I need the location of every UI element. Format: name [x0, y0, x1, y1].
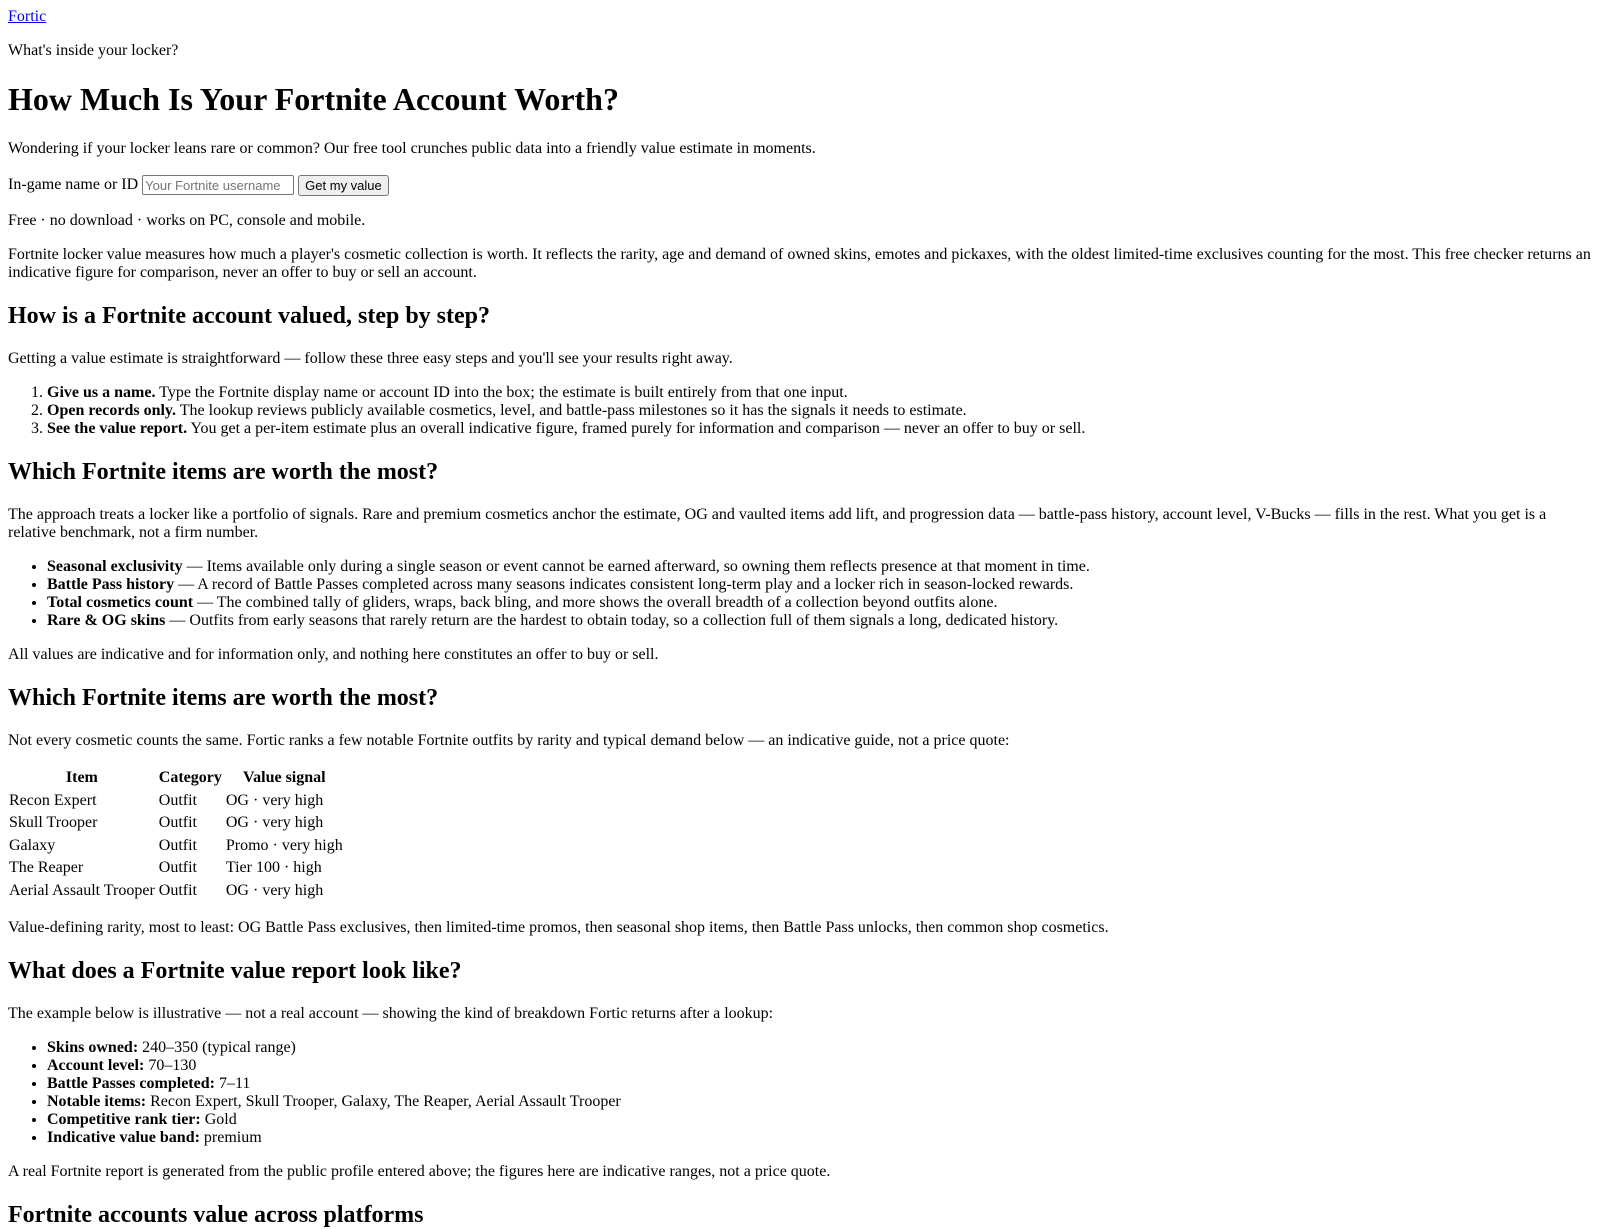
table-cell: Promo · very high [225, 836, 343, 854]
report-item [47, 1129, 1592, 1147]
report-list [8, 1039, 1592, 1147]
factor-item [47, 558, 1592, 576]
factors-heading: Which Fortnite items are worth the most? [8, 459, 439, 485]
table-cell: Outfit [158, 791, 197, 809]
factor-title: Seasonal exclusivity [47, 558, 183, 575]
table-row [8, 791, 344, 812]
factor-item [47, 576, 1592, 594]
step-item [47, 402, 1592, 420]
table-cell: OG · very high [225, 881, 324, 899]
items-table [6, 766, 346, 903]
items-intro: Not every cosmetic counts the same. Fortic ranks a few notable Fortnite outfits by rarity and typical demand below — an indicative guide, not a price quote: [8, 732, 1010, 749]
table-cell: Outfit [158, 836, 197, 854]
brand-line [8, 8, 1592, 26]
lookup-form [8, 174, 1592, 196]
report-item-title: Notable items: [47, 1093, 147, 1110]
items-heading: Which Fortnite items are worth the most? [8, 685, 439, 711]
table-header-row [8, 768, 344, 789]
factor-text: — The combined tally of gliders, wraps, back bling, and more shows the overall breadth of a collection beyond outfits alone. [193, 594, 998, 611]
table-cell: Aerial Assault Trooper [9, 881, 155, 899]
report-item [47, 1075, 1592, 1093]
table-row [8, 836, 344, 857]
table-cell: Outfit [158, 814, 197, 831]
column-header: Category [158, 769, 222, 786]
table-cell: The Reaper [9, 859, 84, 876]
factors-list [8, 558, 1592, 630]
report-item-title: Battle Passes completed: [47, 1075, 215, 1092]
report-item-value: 70–130 [144, 1057, 197, 1074]
report-item-title: Account level: [47, 1057, 145, 1074]
step-title: Give us a name. [47, 384, 156, 401]
table-row [8, 881, 344, 902]
report-item-title: Competitive rank tier: [47, 1111, 201, 1128]
report-item-value: Gold [200, 1111, 237, 1128]
step-text: Type the Fortnite display name or account ID into the box; the estimate is built entirely from that one input. [155, 384, 848, 401]
brand-link[interactable]: Fortic [8, 8, 47, 25]
get-value-button[interactable]: Get my value [298, 175, 389, 196]
steps-heading: How is a Fortnite account valued, step by step? [8, 303, 490, 329]
step-item [47, 420, 1592, 438]
username-label: In-game name or ID [8, 176, 139, 193]
table-cell: Skull Trooper [9, 814, 98, 831]
tagline: What's inside your locker? [8, 42, 179, 59]
factor-item [47, 612, 1592, 630]
factors-intro: The approach treats a locker like a portfolio of signals. Rare and premium cosmetics anchor the estimate, OG and vaulted items add lift, and progression data — battle-pass history, account level, V-Bucks — fills in the rest. What you get is a relative benchmark, not a firm number. [8, 506, 1547, 541]
factor-text: — Outfits from early seasons that rarely return are the hardest to obtain today, so a collection full of them signals a long, dedicated history. [165, 612, 1059, 629]
report-item [47, 1111, 1592, 1129]
factor-item [47, 594, 1592, 612]
step-title: Open records only. [47, 402, 177, 419]
username-input[interactable] [142, 175, 294, 195]
factor-text: — Items available only during a single season or event cannot be earned afterward, so owning them reflects presence at that moment in time. [182, 558, 1090, 575]
report-item [47, 1057, 1592, 1075]
steps-intro: Getting a value estimate is straightforward — follow these three easy steps and you'll see your results right away. [8, 350, 733, 367]
report-item [47, 1039, 1592, 1057]
table-cell: OG · very high [225, 814, 324, 831]
table-row [8, 858, 344, 879]
report-item [47, 1093, 1592, 1111]
factors-disclaimer: All values are indicative and for information only, and nothing here constitutes an offer to buy or sell. [8, 646, 659, 663]
report-item-value: 240–350 (typical range) [138, 1039, 296, 1056]
step-item [47, 384, 1592, 402]
step-text: You get a per-item estimate plus an overall indicative figure, framed purely for information and comparison — never an offer to buy or sell. [187, 420, 1086, 437]
table-cell: Recon Expert [9, 791, 97, 809]
table-row [8, 813, 344, 834]
steps-list [8, 384, 1592, 438]
step-text: The lookup reviews publicly available cosmetics, level, and battle-pass milestones so it has the signals it needs to estimate. [176, 402, 967, 419]
table-cell: Outfit [158, 881, 197, 899]
table-cell: Outfit [158, 859, 197, 876]
hero-intro: Wondering if your locker leans rare or common? Our free tool crunches public data into a friendly value estimate in moments. [8, 140, 816, 157]
report-heading: What does a Fortnite value report look like? [8, 958, 462, 984]
report-footnote: A real Fortnite report is generated from the public profile entered above; the figures here are indicative ranges, not a price quote. [8, 1163, 831, 1180]
hero-note: Free · no download · works on PC, console and mobile. [8, 212, 366, 229]
report-item-value: premium [199, 1129, 262, 1146]
factor-text: — A record of Battle Passes completed across many seasons indicates consistent long-term play and a locker rich in season-locked rewards. [174, 576, 1074, 593]
report-item-title: Skins owned: [47, 1039, 139, 1056]
table-cell: OG · very high [225, 791, 324, 809]
step-title: See the value report. [47, 420, 188, 437]
definition-text: Fortnite locker value measures how much a player's cosmetic collection is worth. It reflects the rarity, age and demand of owned skins, emotes and pickaxes, with the oldest limited-time exclusives counting for the most. This free checker returns an indicative figure for comparison, never an offer to buy or sell an account. [8, 246, 1591, 281]
column-header: Item [65, 769, 98, 786]
factor-title: Battle Pass history [47, 576, 175, 593]
report-intro: The example below is illustrative — not a real account — showing the kind of breakdown Fortic returns after a lookup: [8, 1005, 774, 1022]
report-item-value: 7–11 [214, 1075, 251, 1092]
report-item-title: Indicative value band: [47, 1129, 200, 1146]
table-cell: Tier 100 · high [225, 859, 322, 876]
report-item-value: Recon Expert, Skull Trooper, Galaxy, The Reaper, Aerial Assault Trooper [146, 1093, 621, 1110]
rarity-note: Value-defining rarity, most to least: OG Battle Pass exclusives, then limited-time promos, then seasonal shop items, then Battle Pass unlocks, then common shop cosmetics. [8, 919, 1109, 936]
page-title: How Much Is Your Fortnite Account Worth? [8, 81, 619, 117]
factor-title: Total cosmetics count [47, 594, 194, 611]
factor-title: Rare & OG skins [47, 612, 166, 629]
table-cell: Galaxy [9, 836, 56, 854]
platforms-heading: Fortnite accounts value across platforms [8, 1202, 424, 1228]
column-header: Value signal [243, 769, 326, 786]
